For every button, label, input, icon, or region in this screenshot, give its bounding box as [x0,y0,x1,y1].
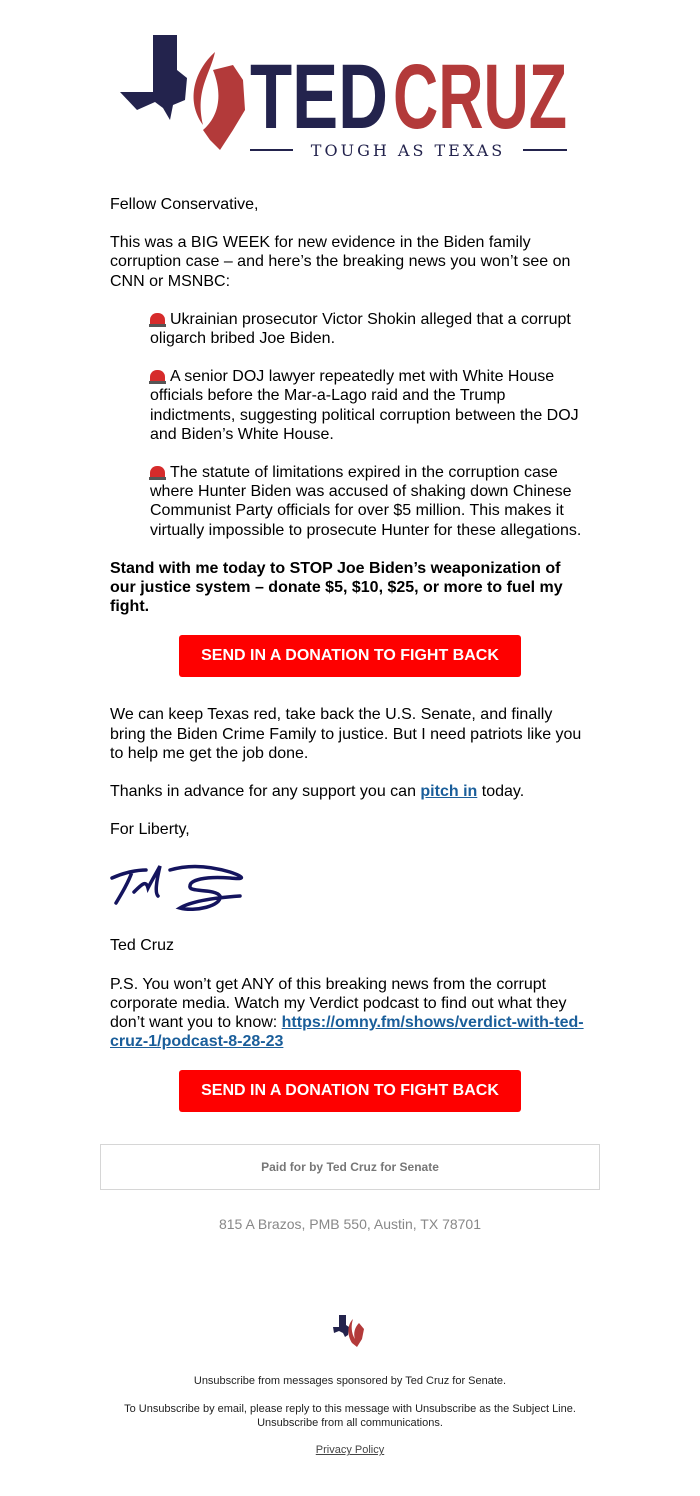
thanks-text-end: today. [477,783,525,801]
siren-icon [150,466,165,478]
intro-paragraph: This was a BIG WEEK for new evidence in the Biden family corruption case – and here’s the breaking news you won’t see on CNN or MSNBC: [110,234,571,290]
unsubscribe-email-note: To Unsubscribe by email, please reply to this message with Unsubscribe as the Subject Line. [124,1403,576,1416]
greeting: Fellow Conservative, [110,196,259,213]
paid-for-disclaimer: Paid for by Ted Cruz for Senate [100,1144,600,1190]
paragraph: We can keep Texas red, take back the U.S. Senate, and finally bring the Biden Crime Family to justice. But I need patriots like you to help me get the job done. [110,706,582,762]
closing: For Liberty, [110,821,190,839]
unsubscribe-sponsored[interactable]: Unsubscribe from messages sponsored by Ted Cruz for Senate. [193,1375,507,1388]
texas-flame-icon [333,1313,367,1349]
news-item-text: Ukrainian prosecutor Victor Shokin alleged that a corrupt oligarch bribed Joe Biden. [150,310,571,348]
logo-text-cruz: CRUZ [393,46,567,148]
podcast-link[interactable]: https://omny.fm/shows/verdict-with-ted-cruz-1/podcast-8-28-23 [110,1014,584,1051]
thanks-text: Thanks in advance for any support you can [110,783,421,801]
ps-text: P.S. You won’t get ANY of this breaking news from the corrupt corporate media. Watch my Verdict podcast to find out what they don’t want you to know: [110,975,567,1032]
donate-button[interactable]: SEND IN A DONATION TO FIGHT BACK [179,635,521,677]
siren-icon [150,313,165,325]
siren-icon [150,370,165,382]
news-item [150,310,590,348]
thanks-paragraph [110,782,590,801]
privacy-policy-link[interactable]: Privacy Policy [315,1444,385,1457]
logo-text-ted: TED [250,46,388,148]
news-item [150,463,590,540]
unsubscribe-all-link[interactable]: Unsubscribe from all communications. [257,1417,443,1430]
pitch-in-link[interactable]: pitch in [420,783,478,801]
news-item [150,367,590,444]
signature-name: Ted Cruz [110,937,175,955]
mailing-address: 815 A Brazos, PMB 550, Austin, TX 78701 [218,1216,482,1233]
logo-tagline: TOUGH AS TEXAS [310,141,506,160]
ted-cruz-logo [115,30,570,160]
privacy-row [0,1443,700,1467]
signature-image [110,858,260,918]
donate-button-2[interactable]: SEND IN A DONATION TO FIGHT BACK [179,1070,521,1112]
email-body [110,195,590,1112]
news-item-text: A senior DOJ lawyer repeatedly met with White House officials before the Mar-a-Lago raid and the Trump indictments, suggesting political corruption between the DOJ and Biden’s White House. [150,368,579,443]
news-item-text: The statute of limitations expired in the corruption case where Hunter Biden was accused of shaking down Chinese Communist Party officials for over $5 million. This makes it virtually impossible to prosecute Hunter for these allegations. [150,464,582,539]
donation-ask: Stand with me today to STOP Joe Biden’s weaponization of our justice system – donate $5, $10, $25, or more to fuel my fight. [110,559,563,616]
ps-paragraph [110,975,590,1052]
